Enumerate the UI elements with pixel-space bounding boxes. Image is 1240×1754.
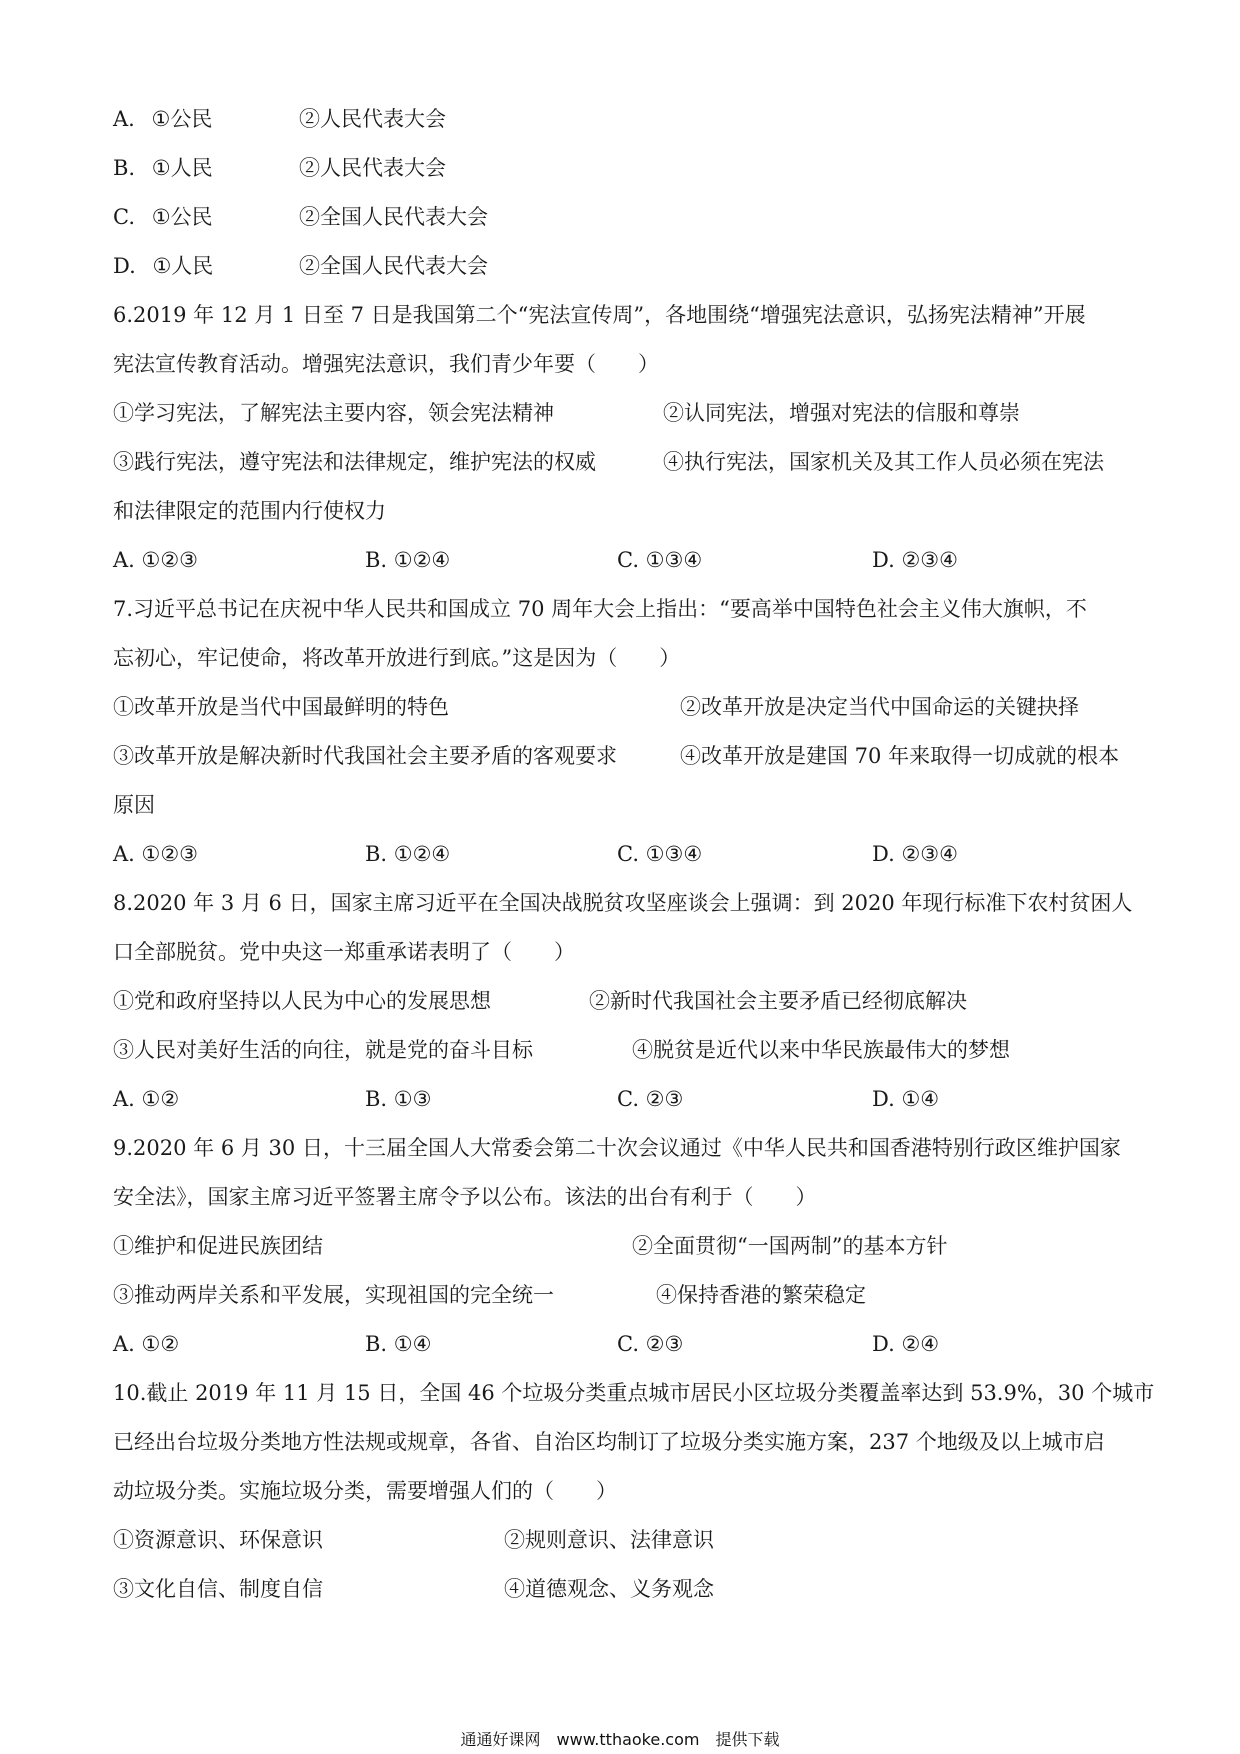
q8-stem-line-1: 8.2020 年 3 月 6 日，国家主席习近平在全国决战脱贫攻坚座谈会上强调：到 2020 年现行标准下农村贫困人 xyxy=(113,891,1133,915)
q7-statement-4-cont: 原因 xyxy=(113,793,155,817)
q6-statement-1: ①学习宪法，了解宪法主要内容，领会宪法精神 xyxy=(113,401,554,425)
q6-option-a: A. ①②③ xyxy=(113,548,198,572)
q8-statement-3: ③人民对美好生活的向往，就是党的奋斗目标 xyxy=(113,1038,533,1062)
q8-statement-2: ②新时代我国社会主要矛盾已经彻底解决 xyxy=(589,989,967,1013)
q9-option-b: B. ①④ xyxy=(365,1332,432,1356)
q5-option-a xyxy=(113,104,212,134)
q10-statement-2: ②规则意识、法律意识 xyxy=(504,1528,714,1552)
q5-option-a-part-2: ②人民代表大会 xyxy=(299,107,446,131)
q9-stem-line-1: 9.2020 年 6 月 30 日，十三届全国人大常委会第二十次会议通过《中华人民共和国香港特别行政区维护国家 xyxy=(113,1136,1121,1160)
q5-option-b xyxy=(113,153,213,183)
q8-statement-4: ④脱贫是近代以来中华民族最伟大的梦想 xyxy=(632,1038,1010,1062)
footer-watermark: 通通好课网 www.tthaoke.com 提供下载 xyxy=(460,1730,780,1749)
q8-option-b: B. ①③ xyxy=(365,1087,432,1111)
q6-statement-4-cont: 和法律限定的范围内行使权力 xyxy=(113,499,386,523)
option-letter: D. xyxy=(113,254,136,278)
q6-stem-line-1: 6.2019 年 12 月 1 日至 7 日是我国第二个“宪法宣传周”，各地围绕“增强宪法意识，弘扬宪法精神”开展 xyxy=(113,303,1086,327)
option-part-1: ①人民 xyxy=(151,156,213,180)
q9-statement-2: ②全面贯彻“一国两制”的基本方针 xyxy=(632,1234,948,1258)
q5-option-d xyxy=(113,251,213,281)
q9-statement-4: ④保持香港的繁荣稳定 xyxy=(656,1283,866,1307)
q5-option-d-part-2: ②全国人民代表大会 xyxy=(299,254,488,278)
q10-stem-line-3: 动垃圾分类。实施垃圾分类，需要增强人们的（ ） xyxy=(113,1479,617,1503)
option-part-1: ①公民 xyxy=(151,205,213,229)
q9-stem-line-2: 安全法》，国家主席习近平签署主席令予以公布。该法的出台有利于（ ） xyxy=(113,1185,817,1209)
q8-option-c: C. ②③ xyxy=(617,1087,684,1111)
option-letter: B. xyxy=(113,156,136,180)
q5-option-c xyxy=(113,202,213,232)
q7-statement-3: ③改革开放是解决新时代我国社会主要矛盾的客观要求 xyxy=(113,744,617,768)
q9-option-a: A. ①② xyxy=(113,1332,180,1356)
q7-statement-1: ①改革开放是当代中国最鲜明的特色 xyxy=(113,695,449,719)
q5-option-c-part-2: ②全国人民代表大会 xyxy=(299,205,488,229)
q8-option-a: A. ①② xyxy=(113,1087,180,1111)
q7-option-b: B. ①②④ xyxy=(365,842,451,866)
q10-statement-4: ④道德观念、义务观念 xyxy=(504,1577,714,1601)
q6-statement-4: ④执行宪法，国家机关及其工作人员必须在宪法 xyxy=(663,450,1104,474)
q6-statement-2: ②认同宪法，增强对宪法的信服和尊崇 xyxy=(663,401,1020,425)
q7-option-d: D. ②③④ xyxy=(872,842,958,866)
q6-option-d: D. ②③④ xyxy=(872,548,958,572)
q9-statement-3: ③推动两岸关系和平发展，实现祖国的完全统一 xyxy=(113,1283,554,1307)
q10-statement-1: ①资源意识、环保意识 xyxy=(113,1528,323,1552)
q7-stem-line-2: 忘初心，牢记使命，将改革开放进行到底。”这是因为（ ） xyxy=(113,646,681,670)
q10-stem-line-2: 已经出台垃圾分类地方性法规或规章，各省、自治区均制订了垃圾分类实施方案，237 个地级及以上城市启 xyxy=(113,1430,1105,1454)
option-part-1: ①人民 xyxy=(152,254,214,278)
option-letter: A. xyxy=(113,107,135,131)
q8-stem-line-2: 口全部脱贫。党中央这一郑重承诺表明了（ ） xyxy=(113,940,575,964)
q6-option-c: C. ①③④ xyxy=(617,548,703,572)
q8-option-d: D. ①④ xyxy=(872,1087,940,1111)
q6-stem-line-2: 宪法宣传教育活动。增强宪法意识，我们青少年要（ ） xyxy=(113,352,659,376)
option-letter: C. xyxy=(113,205,135,229)
q9-statement-1: ①维护和促进民族团结 xyxy=(113,1234,323,1258)
q8-statement-1: ①党和政府坚持以人民为中心的发展思想 xyxy=(113,989,491,1013)
q7-stem-line-1: 7.习近平总书记在庆祝中华人民共和国成立 70 周年大会上指出：“要高举中国特色社会主义伟大旗帜，不 xyxy=(113,597,1087,621)
option-part-1: ①公民 xyxy=(151,107,213,131)
q7-statement-4: ④改革开放是建国 70 年来取得一切成就的根本 xyxy=(680,744,1120,768)
q6-option-b: B. ①②④ xyxy=(365,548,451,572)
q7-statement-2: ②改革开放是决定当代中国命运的关键抉择 xyxy=(680,695,1079,719)
q9-option-c: C. ②③ xyxy=(617,1332,684,1356)
q9-option-d: D. ②④ xyxy=(872,1332,940,1356)
q7-option-a: A. ①②③ xyxy=(113,842,198,866)
q7-option-c: C. ①③④ xyxy=(617,842,703,866)
q6-statement-3: ③践行宪法，遵守宪法和法律规定，维护宪法的权威 xyxy=(113,450,596,474)
q10-stem-line-1: 10.截止 2019 年 11 月 15 日，全国 46 个垃圾分类重点城市居民小区垃圾分类覆盖率达到 53.9%，30 个城市 xyxy=(113,1381,1155,1405)
q5-option-b-part-2: ②人民代表大会 xyxy=(299,156,446,180)
q10-statement-3: ③文化自信、制度自信 xyxy=(113,1577,323,1601)
